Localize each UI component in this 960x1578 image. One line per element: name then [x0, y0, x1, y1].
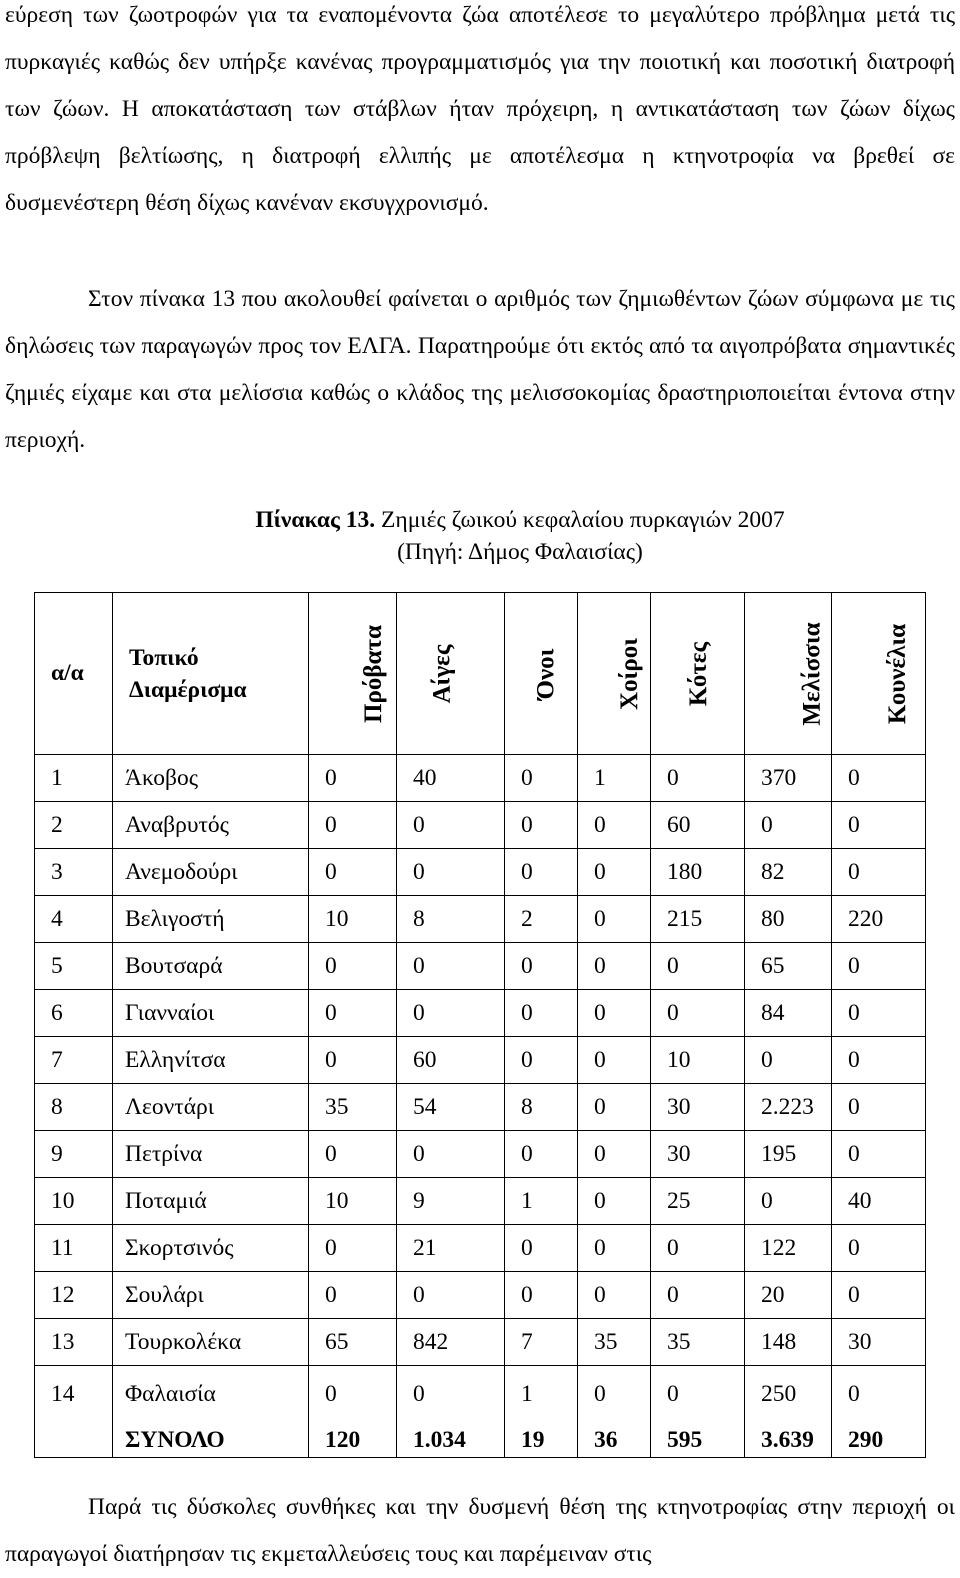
value-cell: 215	[651, 896, 745, 943]
table-row	[35, 1084, 926, 1131]
paragraph-intro: εύρεση των ζωοτροφών για τα εναπομένοντα ζώα αποτέλεσε το μεγαλύτερο πρόβλημα μετά τις πυρκαγιές καθώς δεν υπήρξε κανένας προγραμματισμός για την ποιοτική και ποσοτική διατροφή των ζώων. Η αποκατάσταση των στάβλων ήταν πρόχειρη, η αντικατάσταση των ζώων δίχως πρόβλεψη βελτίωσης, η διατροφή ελλιπής με αποτέλεσμα η κτηνοτροφία να βρεθεί σε δυσμενέστερη θέση δίχως κανέναν εκσυγχρονισμό.	[5, 2, 955, 216]
value-cell: 9	[397, 1178, 505, 1225]
row-number-cell: 13	[35, 1319, 113, 1366]
value-cell: 0	[578, 1272, 651, 1319]
value-cell: 40	[397, 755, 505, 802]
header-aa: α/α	[35, 593, 113, 755]
total-value-cell: 1.034	[397, 1424, 505, 1458]
row-number-cell: 10	[35, 1178, 113, 1225]
value-cell: 30	[832, 1319, 926, 1366]
total-value-cell: 3.639	[745, 1424, 832, 1458]
value-cell: 0	[397, 1272, 505, 1319]
row-number-cell: 11	[35, 1225, 113, 1272]
value-cell: 0	[832, 1272, 926, 1319]
table-row	[35, 1366, 926, 1424]
value-cell: 1	[505, 1366, 578, 1424]
table-caption	[150, 504, 890, 568]
table-row	[35, 896, 926, 943]
header-donkeys-label: Όνοι	[532, 648, 560, 699]
total-value-cell: 120	[309, 1424, 397, 1458]
department-cell: Ποταμιά	[113, 1178, 309, 1225]
value-cell: 0	[397, 943, 505, 990]
header-goats	[397, 593, 505, 755]
header-pigs	[578, 593, 651, 755]
value-cell: 0	[309, 1225, 397, 1272]
value-cell: 0	[309, 1272, 397, 1319]
value-cell: 0	[309, 943, 397, 990]
value-cell: 0	[651, 755, 745, 802]
value-cell: 10	[309, 1178, 397, 1225]
value-cell: 0	[505, 849, 578, 896]
value-cell: 0	[578, 1225, 651, 1272]
value-cell: 60	[397, 1037, 505, 1084]
value-cell: 65	[745, 943, 832, 990]
value-cell: 60	[651, 802, 745, 849]
row-number-cell: 4	[35, 896, 113, 943]
value-cell: 20	[745, 1272, 832, 1319]
header-goats-label: Αίγες	[428, 644, 456, 703]
value-cell: 35	[309, 1084, 397, 1131]
value-cell: 84	[745, 990, 832, 1037]
header-hens-label: Κότες	[685, 641, 713, 706]
header-pigs-label: Χοίροι	[615, 637, 643, 710]
paragraph-table-intro: Στον πίνακα 13 που ακολουθεί φαίνεται ο αριθμός των ζημιωθέντων ζώων σύμφωνα με τις δηλώσεις των παραγωγών προς τον ΕΛΓΑ. Παρατηρούμε ότι εκτός από τα αιγοπρόβατα σημαντικές ζημιές είχαμε και στα μελίσσια καθώς ο κλάδος της μελισσοκομίας δραστηριοποιείται έντονα στην περιοχή.	[5, 286, 955, 453]
value-cell: 0	[578, 1037, 651, 1084]
value-cell: 370	[745, 755, 832, 802]
value-cell: 0	[505, 1225, 578, 1272]
header-sheep	[309, 593, 397, 755]
department-cell: Ελληνίτσα	[113, 1037, 309, 1084]
header-beehives	[745, 593, 832, 755]
value-cell: 35	[651, 1319, 745, 1366]
row-number-cell: 12	[35, 1272, 113, 1319]
header-rabbits-label: Κουνέλια	[884, 623, 912, 724]
value-cell: 0	[505, 990, 578, 1037]
department-cell: Βουτσαρά	[113, 943, 309, 990]
value-cell: 0	[309, 802, 397, 849]
header-department-line2: Διαμέρισμα	[129, 676, 247, 703]
value-cell: 0	[651, 943, 745, 990]
value-cell: 30	[651, 1131, 745, 1178]
value-cell: 122	[745, 1225, 832, 1272]
value-cell: 10	[651, 1037, 745, 1084]
table-row	[35, 990, 926, 1037]
row-number-cell: 3	[35, 849, 113, 896]
value-cell: 0	[578, 1178, 651, 1225]
value-cell: 0	[505, 1131, 578, 1178]
value-cell: 0	[832, 1225, 926, 1272]
value-cell: 0	[832, 1037, 926, 1084]
value-cell: 25	[651, 1178, 745, 1225]
paragraph-conclusion: Παρά τις δύσκολες συνθήκες και την δυσμενή θέση της κτηνοτροφίας στην περιοχή οι παραγωγοί διατήρησαν τις εκμεταλλεύσεις τους και παρέμειναν στις	[5, 1494, 955, 1567]
value-cell: 0	[578, 943, 651, 990]
value-cell: 180	[651, 849, 745, 896]
table-header-row	[35, 593, 926, 755]
value-cell: 0	[832, 849, 926, 896]
header-rabbits	[832, 593, 926, 755]
value-cell: 30	[651, 1084, 745, 1131]
value-cell: 10	[309, 896, 397, 943]
value-cell: 21	[397, 1225, 505, 1272]
value-cell: 1	[578, 755, 651, 802]
header-hens	[651, 593, 745, 755]
row-number-cell: 9	[35, 1131, 113, 1178]
value-cell: 0	[578, 990, 651, 1037]
value-cell: 0	[578, 896, 651, 943]
value-cell: 0	[397, 1366, 505, 1424]
value-cell: 0	[397, 802, 505, 849]
value-cell: 8	[397, 896, 505, 943]
total-value-cell: 290	[832, 1424, 926, 1458]
row-number-cell: 7	[35, 1037, 113, 1084]
value-cell: 0	[505, 943, 578, 990]
row-number-cell: 8	[35, 1084, 113, 1131]
value-cell: 0	[832, 802, 926, 849]
value-cell: 220	[832, 896, 926, 943]
value-cell: 148	[745, 1319, 832, 1366]
department-cell: Λεοντάρι	[113, 1084, 309, 1131]
value-cell: 0	[651, 1366, 745, 1424]
value-cell: 0	[309, 1366, 397, 1424]
value-cell: 0	[397, 1131, 505, 1178]
value-cell: 0	[745, 1178, 832, 1225]
value-cell: 35	[578, 1319, 651, 1366]
department-cell: Βελιγοστή	[113, 896, 309, 943]
value-cell: 0	[505, 755, 578, 802]
value-cell: 0	[832, 755, 926, 802]
value-cell: 54	[397, 1084, 505, 1131]
value-cell: 0	[578, 1131, 651, 1178]
caption-title-line	[150, 504, 890, 536]
value-cell: 0	[832, 990, 926, 1037]
department-cell: Τουρκολέκα	[113, 1319, 309, 1366]
table-total-row	[35, 1424, 926, 1458]
department-cell: Άκοβος	[113, 755, 309, 802]
total-value-cell: 19	[505, 1424, 578, 1458]
table-row	[35, 1225, 926, 1272]
value-cell: 2.223	[745, 1084, 832, 1131]
value-cell: 0	[309, 990, 397, 1037]
value-cell: 0	[309, 1037, 397, 1084]
header-donkeys	[505, 593, 578, 755]
value-cell: 80	[745, 896, 832, 943]
table-row	[35, 755, 926, 802]
table-row	[35, 1272, 926, 1319]
value-cell: 0	[745, 802, 832, 849]
table-row	[35, 1131, 926, 1178]
value-cell: 195	[745, 1131, 832, 1178]
value-cell: 0	[309, 755, 397, 802]
row-number-cell: 6	[35, 990, 113, 1037]
header-department-line1: Τοπικό	[129, 644, 199, 671]
department-cell: Γιανναίοι	[113, 990, 309, 1037]
livestock-damage-table	[34, 592, 926, 1458]
value-cell: 7	[505, 1319, 578, 1366]
total-value-cell	[35, 1424, 113, 1458]
table-row	[35, 1037, 926, 1084]
value-cell: 0	[832, 1131, 926, 1178]
header-sheep-label: Πρόβατα	[359, 624, 387, 723]
value-cell: 0	[309, 849, 397, 896]
total-value-cell: 595	[651, 1424, 745, 1458]
value-cell: 0	[651, 1272, 745, 1319]
department-cell: Πετρίνα	[113, 1131, 309, 1178]
value-cell: 1	[505, 1178, 578, 1225]
value-cell: 0	[832, 1366, 926, 1424]
value-cell: 0	[578, 802, 651, 849]
value-cell: 0	[397, 849, 505, 896]
department-cell: Ανεμοδούρι	[113, 849, 309, 896]
department-cell: Φαλαισία	[113, 1366, 309, 1424]
table-row	[35, 849, 926, 896]
value-cell: 0	[651, 990, 745, 1037]
value-cell: 0	[578, 1366, 651, 1424]
table-row	[35, 1319, 926, 1366]
row-number-cell: 14	[35, 1366, 113, 1424]
table-row	[35, 802, 926, 849]
table-row	[35, 1178, 926, 1225]
value-cell: 0	[832, 943, 926, 990]
value-cell: 82	[745, 849, 832, 896]
value-cell: 0	[505, 1272, 578, 1319]
value-cell: 0	[505, 1037, 578, 1084]
value-cell: 0	[745, 1037, 832, 1084]
value-cell: 0	[309, 1131, 397, 1178]
caption-source: (Πηγή: Δήμος Φαλαισίας)	[397, 539, 643, 565]
value-cell: 250	[745, 1366, 832, 1424]
value-cell: 0	[505, 802, 578, 849]
value-cell: 842	[397, 1319, 505, 1366]
header-beehives-label: Μελίσσια	[798, 621, 826, 726]
department-cell: Σουλάρι	[113, 1272, 309, 1319]
value-cell: 65	[309, 1319, 397, 1366]
header-department	[113, 593, 309, 755]
row-number-cell: 2	[35, 802, 113, 849]
row-number-cell: 5	[35, 943, 113, 990]
total-value-cell: 36	[578, 1424, 651, 1458]
caption-title: Ζημιές ζωικού κεφαλαίου πυρκαγιών 2007	[375, 507, 785, 533]
department-cell: Αναβρυτός	[113, 802, 309, 849]
table-body	[35, 755, 926, 1458]
value-cell: 0	[578, 849, 651, 896]
caption-label: Πίνακας 13.	[255, 507, 376, 533]
value-cell: 40	[832, 1178, 926, 1225]
value-cell: 0	[651, 1225, 745, 1272]
department-cell: Σκορτσινός	[113, 1225, 309, 1272]
table-row	[35, 943, 926, 990]
value-cell: 0	[578, 1084, 651, 1131]
value-cell: 0	[397, 990, 505, 1037]
value-cell: 2	[505, 896, 578, 943]
value-cell: 0	[832, 1084, 926, 1131]
value-cell: 8	[505, 1084, 578, 1131]
total-label-cell: ΣΥΝΟΛΟ	[113, 1424, 309, 1458]
row-number-cell: 1	[35, 755, 113, 802]
